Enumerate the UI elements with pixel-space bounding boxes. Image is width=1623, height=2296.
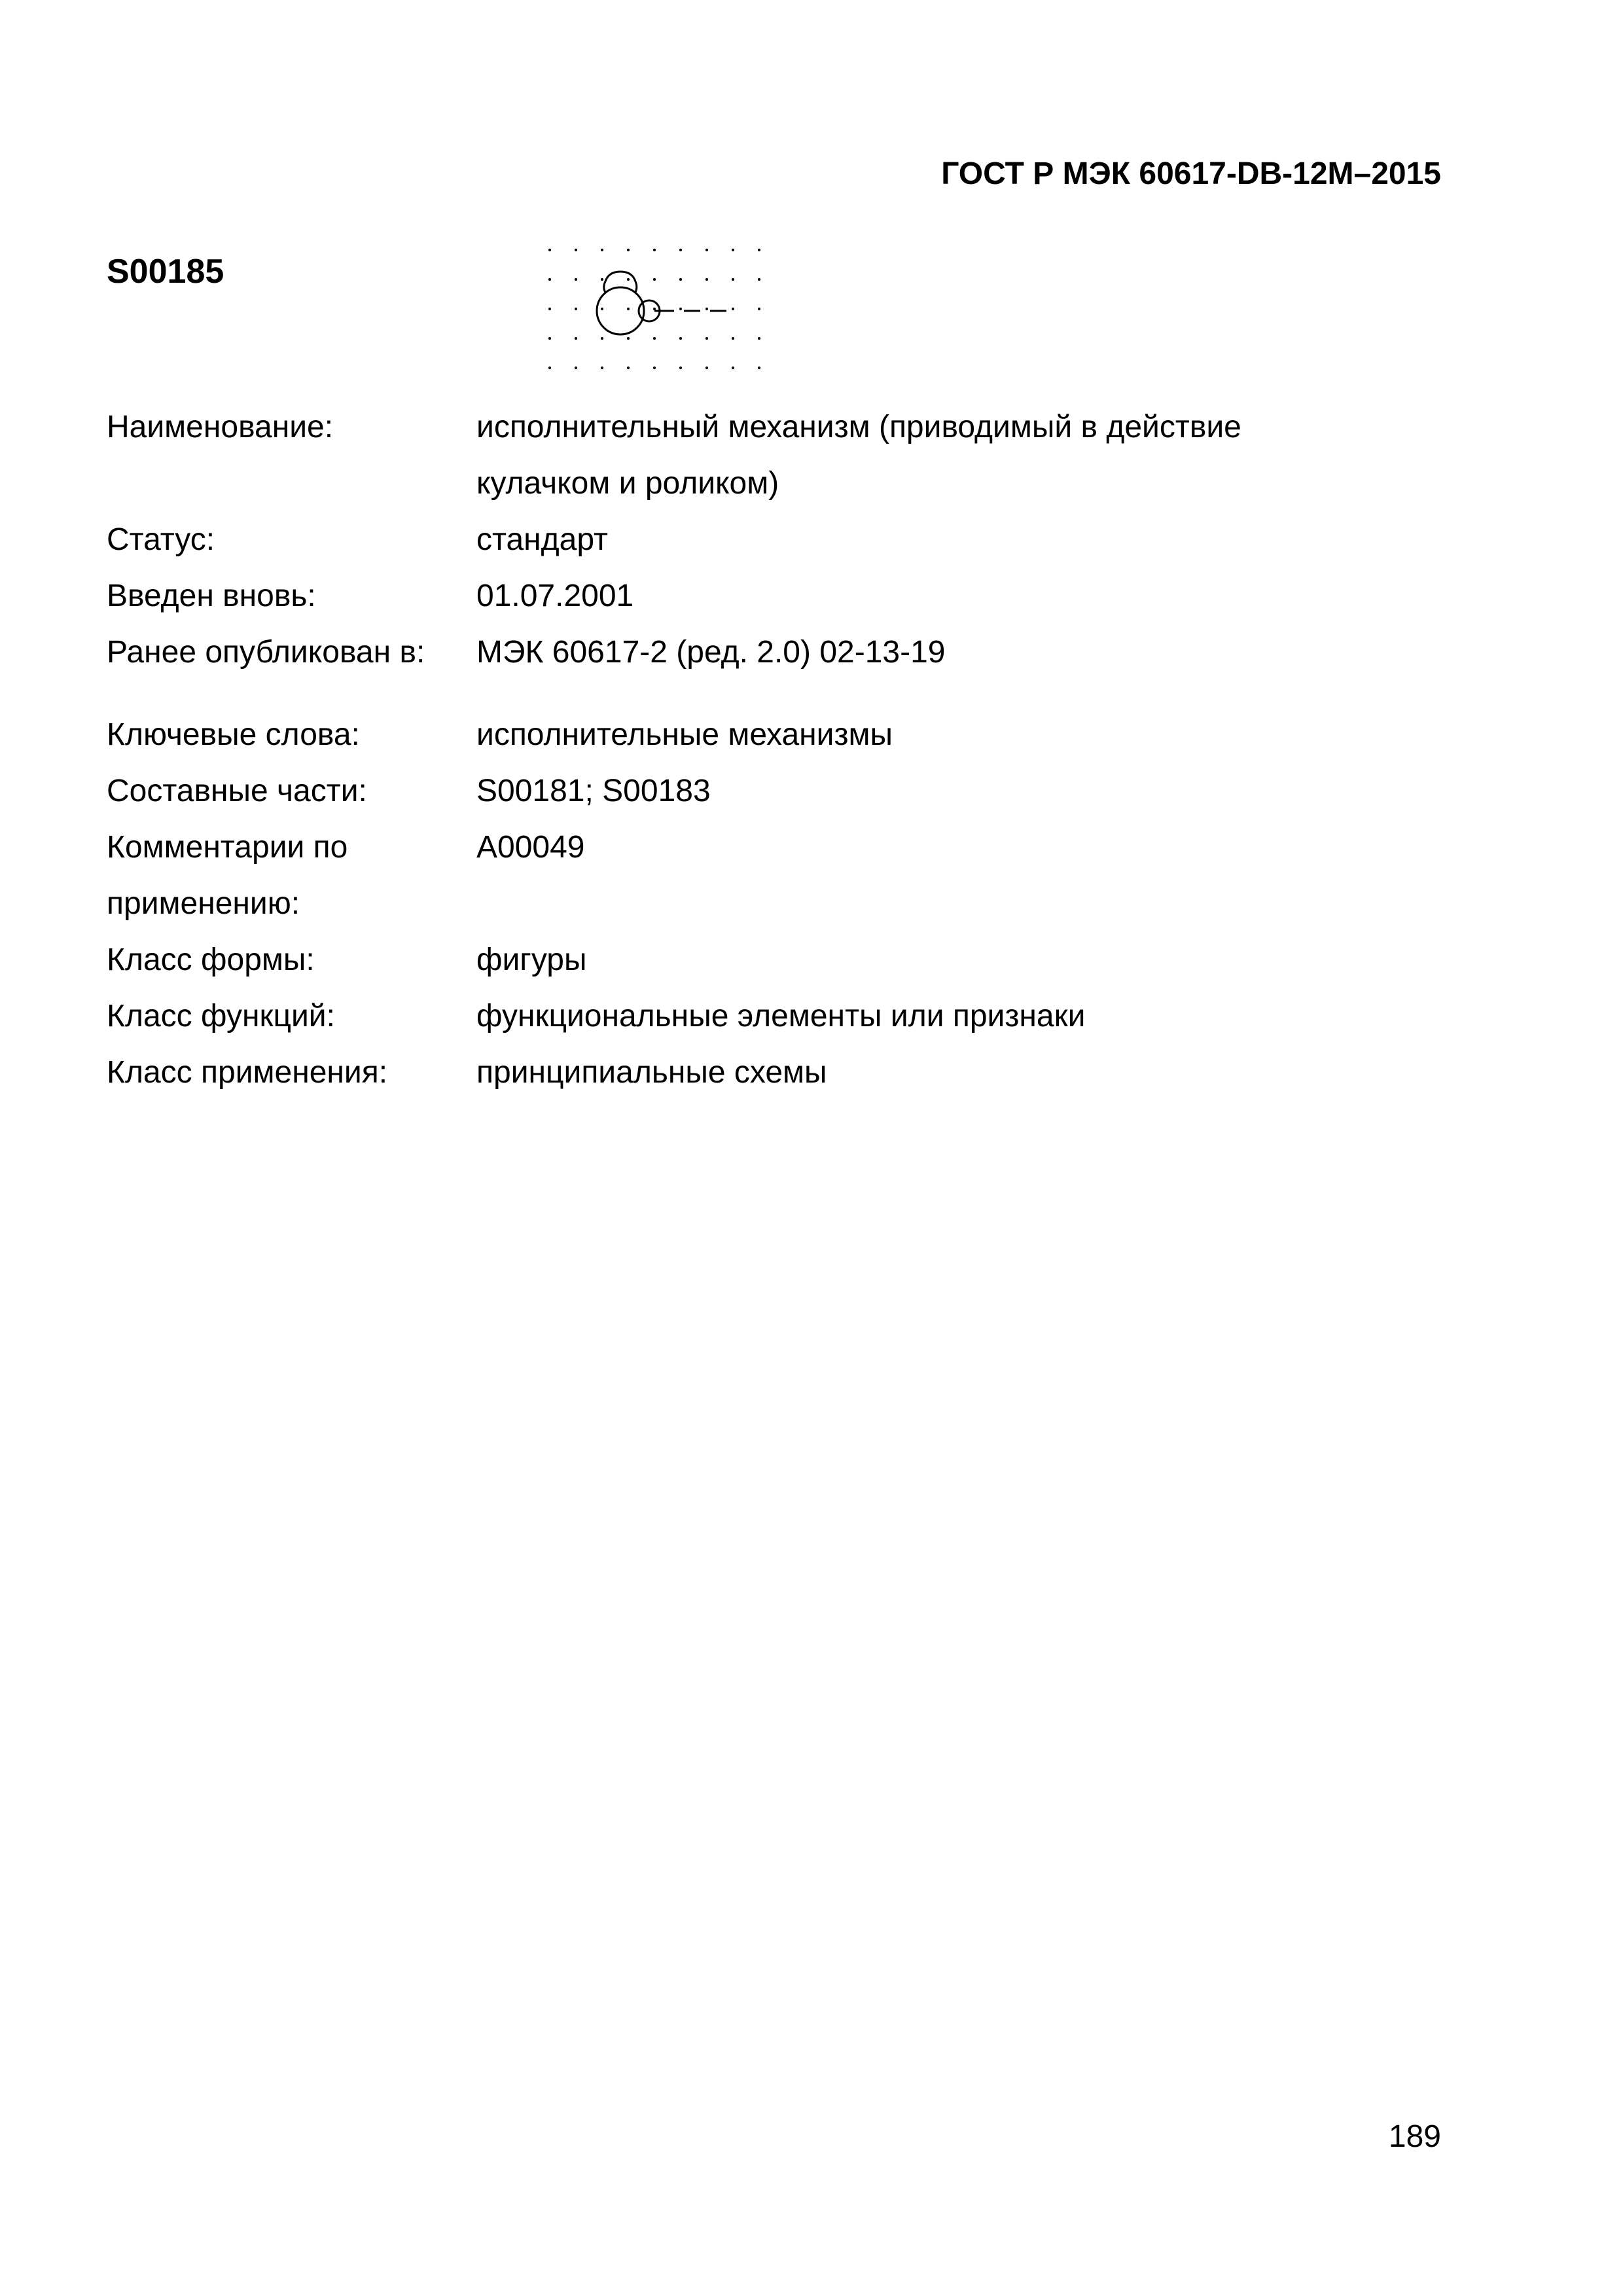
cam-roller-actuator-symbol-icon bbox=[543, 242, 766, 380]
property-function-class bbox=[107, 988, 1448, 1045]
property-label: Комментарии по bbox=[107, 830, 348, 865]
grid-dot bbox=[548, 249, 551, 251]
symbol-properties bbox=[107, 399, 1448, 1101]
grid-dot bbox=[601, 367, 603, 369]
property-value: кулачком и роликом) bbox=[476, 466, 779, 501]
property-value: S00181; S00183 bbox=[476, 774, 711, 808]
property-status bbox=[107, 512, 1448, 568]
grid-dot bbox=[679, 308, 682, 310]
grid-dot bbox=[732, 278, 734, 281]
grid-dot bbox=[653, 337, 656, 340]
grid-dot bbox=[705, 308, 708, 310]
grid-dot bbox=[732, 249, 734, 251]
grid-dot bbox=[653, 278, 656, 281]
page-number: 189 bbox=[1388, 2119, 1441, 2154]
property-label: Составные части: bbox=[107, 774, 367, 808]
property-label: Ключевые слова: bbox=[107, 717, 360, 752]
property-label: Класс функций: bbox=[107, 999, 335, 1033]
standard-designation: ГОСТ Р МЭК 60617-DB-12M–2015 bbox=[941, 156, 1441, 191]
grid-dot bbox=[653, 249, 656, 251]
grid-dot bbox=[548, 367, 551, 369]
property-application-class bbox=[107, 1045, 1448, 1101]
grid-dot bbox=[705, 367, 708, 369]
property-parts bbox=[107, 763, 1448, 819]
property-value: исполнительные механизмы bbox=[476, 717, 893, 752]
property-comments-continued bbox=[107, 876, 1448, 932]
property-value: стандарт bbox=[476, 522, 608, 557]
grid-dot bbox=[601, 308, 603, 310]
property-value: исполнительный механизм (приводимый в действие bbox=[476, 410, 1241, 444]
grid-dot bbox=[548, 308, 551, 310]
grid-dot bbox=[653, 308, 656, 310]
grid-dot bbox=[679, 278, 682, 281]
grid-dot bbox=[627, 249, 630, 251]
property-name-continued bbox=[107, 456, 1448, 512]
grid-dot bbox=[758, 249, 760, 251]
grid-dot bbox=[705, 249, 708, 251]
grid-dot bbox=[758, 308, 760, 310]
property-value: функциональные элементы или признаки bbox=[476, 999, 1086, 1033]
property-label: применению: bbox=[107, 886, 300, 921]
grid-dot bbox=[679, 249, 682, 251]
grid-dot bbox=[627, 308, 630, 310]
grid-dot bbox=[601, 249, 603, 251]
grid-dot bbox=[758, 367, 760, 369]
symbol-id: S00185 bbox=[107, 253, 224, 291]
property-value: принципиальные схемы bbox=[476, 1055, 827, 1090]
grid-dot bbox=[601, 278, 603, 281]
grid-dot bbox=[575, 249, 577, 251]
grid-dot bbox=[679, 337, 682, 340]
property-value: МЭК 60617-2 (ред. 2.0) 02-13-19 bbox=[476, 635, 946, 670]
property-value: фигуры bbox=[476, 942, 587, 977]
grid-dot bbox=[679, 367, 682, 369]
section-gap bbox=[107, 681, 1448, 707]
grid-dot bbox=[732, 367, 734, 369]
property-keywords bbox=[107, 707, 1448, 763]
grid-dot bbox=[575, 367, 577, 369]
property-label: Наименование: bbox=[107, 410, 334, 444]
property-label-empty bbox=[107, 456, 476, 512]
grid-dot bbox=[548, 337, 551, 340]
property-value: A00049 bbox=[476, 830, 585, 865]
property-shape-class bbox=[107, 932, 1448, 988]
grid-dot bbox=[575, 278, 577, 281]
property-published bbox=[107, 624, 1448, 681]
grid-dot bbox=[627, 278, 630, 281]
grid-dot bbox=[758, 337, 760, 340]
grid-dot bbox=[601, 337, 603, 340]
grid-dot bbox=[653, 367, 656, 369]
grid-dot bbox=[732, 337, 734, 340]
grid-dot bbox=[758, 278, 760, 281]
grid-dot bbox=[575, 308, 577, 310]
property-label: Статус: bbox=[107, 522, 215, 557]
grid-dot bbox=[627, 337, 630, 340]
property-comments bbox=[107, 819, 1448, 876]
grid-dot bbox=[705, 337, 708, 340]
grid-dot bbox=[732, 308, 734, 310]
property-introduced bbox=[107, 568, 1448, 624]
property-label: Ранее опубликован в: bbox=[107, 635, 425, 670]
property-label: Введен вновь: bbox=[107, 579, 316, 613]
property-name bbox=[107, 399, 1448, 456]
property-label: Класс формы: bbox=[107, 942, 315, 977]
property-value: 01.07.2001 bbox=[476, 579, 634, 613]
grid-dot bbox=[575, 337, 577, 340]
grid-dot bbox=[705, 278, 708, 281]
property-label: Класс применения: bbox=[107, 1055, 388, 1090]
grid-dot bbox=[627, 367, 630, 369]
property-value-empty bbox=[476, 876, 1448, 932]
grid-dot bbox=[548, 278, 551, 281]
